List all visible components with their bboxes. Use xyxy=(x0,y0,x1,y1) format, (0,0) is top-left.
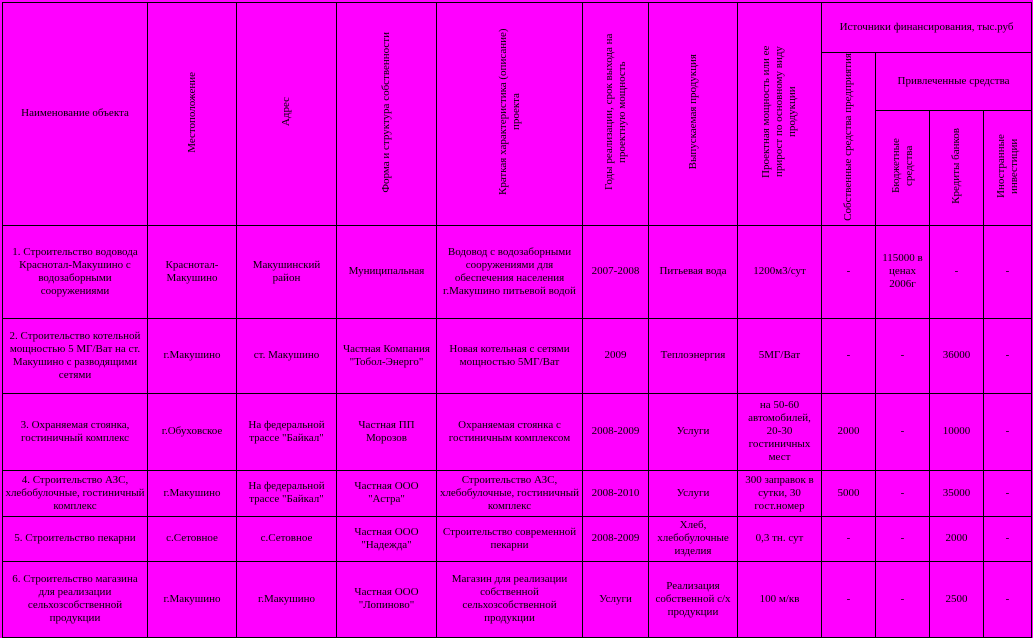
header-location: Местоположение xyxy=(148,3,237,226)
header-address: Адрес xyxy=(237,3,337,226)
cell-location: с.Сетовное xyxy=(148,516,237,561)
header-attracted: Привлеченные средства xyxy=(876,53,1032,111)
cell-capacity: 300 заправок в сутки, 30 гост.номер xyxy=(738,470,822,516)
cell-years: 2008-2009 xyxy=(583,393,649,470)
cell-foreign: - xyxy=(984,516,1032,561)
cell-years: 2008-2010 xyxy=(583,470,649,516)
cell-own: - xyxy=(822,225,876,318)
cell-products: Услуги xyxy=(649,393,738,470)
cell-characteristics: Водовод с водозаборными сооружениями для обеспечения населения г.Макушино питьевой водой xyxy=(437,225,583,318)
cell-foreign: - xyxy=(984,470,1032,516)
cell-products: Услуги xyxy=(649,470,738,516)
investment-projects-table xyxy=(2,2,1032,638)
cell-name: 6. Строительство магазина для реализации сельхозсобственной продукции xyxy=(3,561,148,637)
cell-bank: 2000 xyxy=(930,516,984,561)
cell-foreign: - xyxy=(984,225,1032,318)
cell-name: 3. Охраняемая стоянка, гостиничный комплекс xyxy=(3,393,148,470)
cell-bank: 2500 xyxy=(930,561,984,637)
cell-capacity: на 50-60 автомобилей, 20-30 гостиничных мест xyxy=(738,393,822,470)
table-row xyxy=(3,470,1032,516)
cell-years: Услуги xyxy=(583,561,649,637)
cell-location: г.Макушино xyxy=(148,318,237,393)
cell-ownership: Частная Компания "Тобол-Энерго" xyxy=(337,318,437,393)
cell-products: Хлеб, хлебобулочные изделия xyxy=(649,516,738,561)
cell-characteristics: Строительство АЗС, хлебобулочные, гостиничный комплекс xyxy=(437,470,583,516)
table-row xyxy=(3,561,1032,637)
cell-budget: - xyxy=(876,516,930,561)
cell-own: - xyxy=(822,516,876,561)
header-own-funds: Собственные средства предприятия xyxy=(822,53,876,226)
cell-address: На федеральной трассе "Байкал" xyxy=(237,393,337,470)
cell-ownership: Частная ООО "Астра" xyxy=(337,470,437,516)
cell-location: Краснотал-Макушино xyxy=(148,225,237,318)
table-row xyxy=(3,393,1032,470)
header-characteristics: Краткая характеристика (описание) проекта xyxy=(437,3,583,226)
cell-address: с.Сетовное xyxy=(237,516,337,561)
cell-capacity: 100 м/кв xyxy=(738,561,822,637)
cell-characteristics: Строительство современной пекарни xyxy=(437,516,583,561)
cell-own: 2000 xyxy=(822,393,876,470)
cell-foreign: - xyxy=(984,393,1032,470)
cell-name: 2. Строительство котельной мощностью 5 МГ/Ват на ст. Макушино с разводящими сетями xyxy=(3,318,148,393)
cell-bank: - xyxy=(930,225,984,318)
table-row xyxy=(3,516,1032,561)
cell-location: г.Макушино xyxy=(148,470,237,516)
table-row xyxy=(3,318,1032,393)
cell-ownership: Частная ООО "Надежда" xyxy=(337,516,437,561)
cell-years: 2009 xyxy=(583,318,649,393)
cell-bank: 36000 xyxy=(930,318,984,393)
header-foreign: Иностранные инвестиции xyxy=(984,111,1032,225)
cell-budget: - xyxy=(876,561,930,637)
header-ownership: Форма и структура собственности xyxy=(337,3,437,226)
header-capacity: Проектная мощность или ее прирост по основному виду продукции xyxy=(738,3,822,226)
cell-budget: - xyxy=(876,393,930,470)
cell-foreign: - xyxy=(984,318,1032,393)
header-budget: Бюджетные средства xyxy=(876,111,930,225)
header-name: Наименование объекта xyxy=(3,3,148,226)
cell-location: г.Макушино xyxy=(148,561,237,637)
cell-ownership: Частная ПП Морозов xyxy=(337,393,437,470)
cell-characteristics: Магазин для реализации собственной сельхозсобственной продукции xyxy=(437,561,583,637)
cell-budget: 115000 в ценах 2006г xyxy=(876,225,930,318)
cell-name: 1. Строительство водовода Краснотал-Макушино с водозаборными сооружениями xyxy=(3,225,148,318)
cell-name: 5. Строительство пекарни xyxy=(3,516,148,561)
cell-products: Питьевая вода xyxy=(649,225,738,318)
cell-address: На федеральной трассе "Байкал" xyxy=(237,470,337,516)
cell-address: г.Макушино xyxy=(237,561,337,637)
cell-characteristics: Новая котельная с сетями мощностью 5МГ/Ват xyxy=(437,318,583,393)
header-funding: Источники финансирования, тыс.руб xyxy=(822,3,1032,53)
cell-address: ст. Макушино xyxy=(237,318,337,393)
header-bank: Кредиты банков xyxy=(930,111,984,225)
cell-ownership: Частная ООО "Лопиново" xyxy=(337,561,437,637)
cell-own: - xyxy=(822,318,876,393)
cell-products: Теплоэнергия xyxy=(649,318,738,393)
cell-ownership: Муниципальная xyxy=(337,225,437,318)
header-products: Выпускаемая продукция xyxy=(649,3,738,226)
cell-characteristics: Охраняемая стоянка с гостиничным комплексом xyxy=(437,393,583,470)
cell-years: 2007-2008 xyxy=(583,225,649,318)
cell-own: - xyxy=(822,561,876,637)
header-years: Годы реализации, срок выхода на проектную мощность xyxy=(583,3,649,226)
cell-name: 4. Строительство АЗС, хлебобулочные, гостиничный комплекс xyxy=(3,470,148,516)
cell-products: Реализация собственной с/х продукции xyxy=(649,561,738,637)
cell-years: 2008-2009 xyxy=(583,516,649,561)
cell-capacity: 5МГ/Ват xyxy=(738,318,822,393)
cell-bank: 10000 xyxy=(930,393,984,470)
cell-bank: 35000 xyxy=(930,470,984,516)
cell-budget: - xyxy=(876,470,930,516)
cell-budget: - xyxy=(876,318,930,393)
cell-own: 5000 xyxy=(822,470,876,516)
cell-capacity: 0,3 тн. сут xyxy=(738,516,822,561)
cell-capacity: 1200м3/сут xyxy=(738,225,822,318)
cell-address: Макушинский район xyxy=(237,225,337,318)
cell-foreign: - xyxy=(984,561,1032,637)
cell-location: г.Обуховское xyxy=(148,393,237,470)
table-row xyxy=(3,225,1032,318)
